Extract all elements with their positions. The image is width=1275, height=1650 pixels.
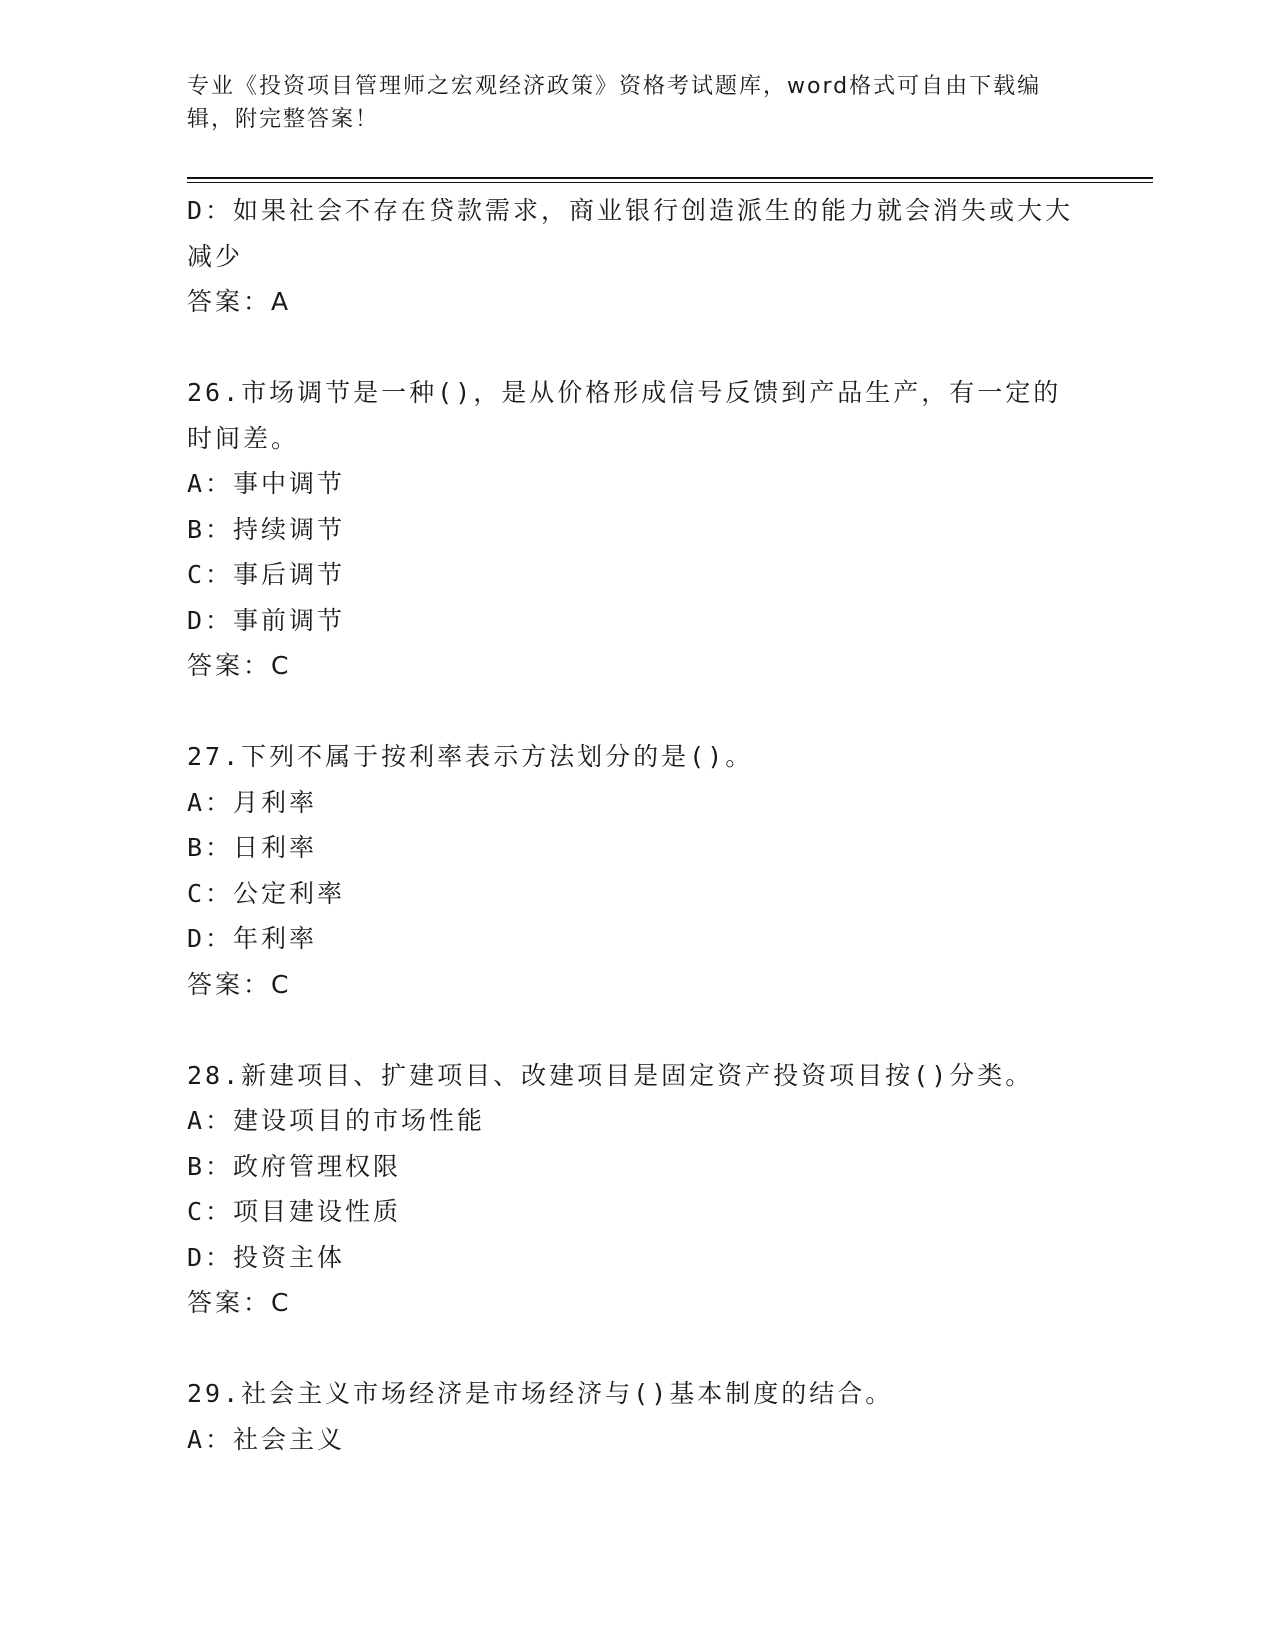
option-b: B：政府管理权限 <box>187 1151 402 1181</box>
option-a: A：事中调节 <box>187 469 346 498</box>
document-header: 专业《投资项目管理师之宏观经济政策》资格考试题库，word格式可自由下载编辑，附完整答案！ <box>187 74 1042 132</box>
question-stem: 27.下列不属于按利率表示方法划分的是()。 <box>187 742 754 771</box>
question-26 <box>187 370 1087 689</box>
answer-line: 答案：C <box>187 651 292 680</box>
question-stem: 26.市场调节是一种()，是从价格形成信号反馈到产品生产，有一定的时间差。 <box>187 378 1062 453</box>
question-stem: 28.新建项目、扩建项目、改建项目是固定资产投资项目按()分类。 <box>187 1060 1034 1090</box>
question-content <box>187 188 1087 1462</box>
option-c: C：公定利率 <box>187 878 346 908</box>
question-stem: 29.社会主义市场经济是市场经济与()基本制度的结合。 <box>187 1379 894 1408</box>
question-28 <box>187 1053 1087 1326</box>
option-c: C：项目建设性质 <box>187 1197 402 1226</box>
option-a: A：建设项目的市场性能 <box>187 1106 486 1135</box>
option-b: B：日利率 <box>187 833 318 862</box>
header-divider-thin <box>187 182 1153 183</box>
option-b: B：持续调节 <box>187 514 346 544</box>
answer-line: 答案：A <box>187 287 292 316</box>
question-27 <box>187 734 1087 1007</box>
option-d: D：如果社会不存在贷款需求，商业银行创造派生的能力就会消失或大大减少 <box>187 196 1074 271</box>
option-c: C：事后调节 <box>187 560 346 589</box>
option-a: A：月利率 <box>187 787 318 817</box>
question-29 <box>187 1371 1087 1462</box>
header-divider-thick <box>187 177 1153 179</box>
option-a: A：社会主义 <box>187 1424 346 1454</box>
answer-line: 答案：C <box>187 1288 292 1317</box>
option-d: D：年利率 <box>187 924 318 953</box>
answer-line: 答案：C <box>187 969 292 999</box>
option-d: D：事前调节 <box>187 605 346 635</box>
option-d: D：投资主体 <box>187 1242 346 1272</box>
